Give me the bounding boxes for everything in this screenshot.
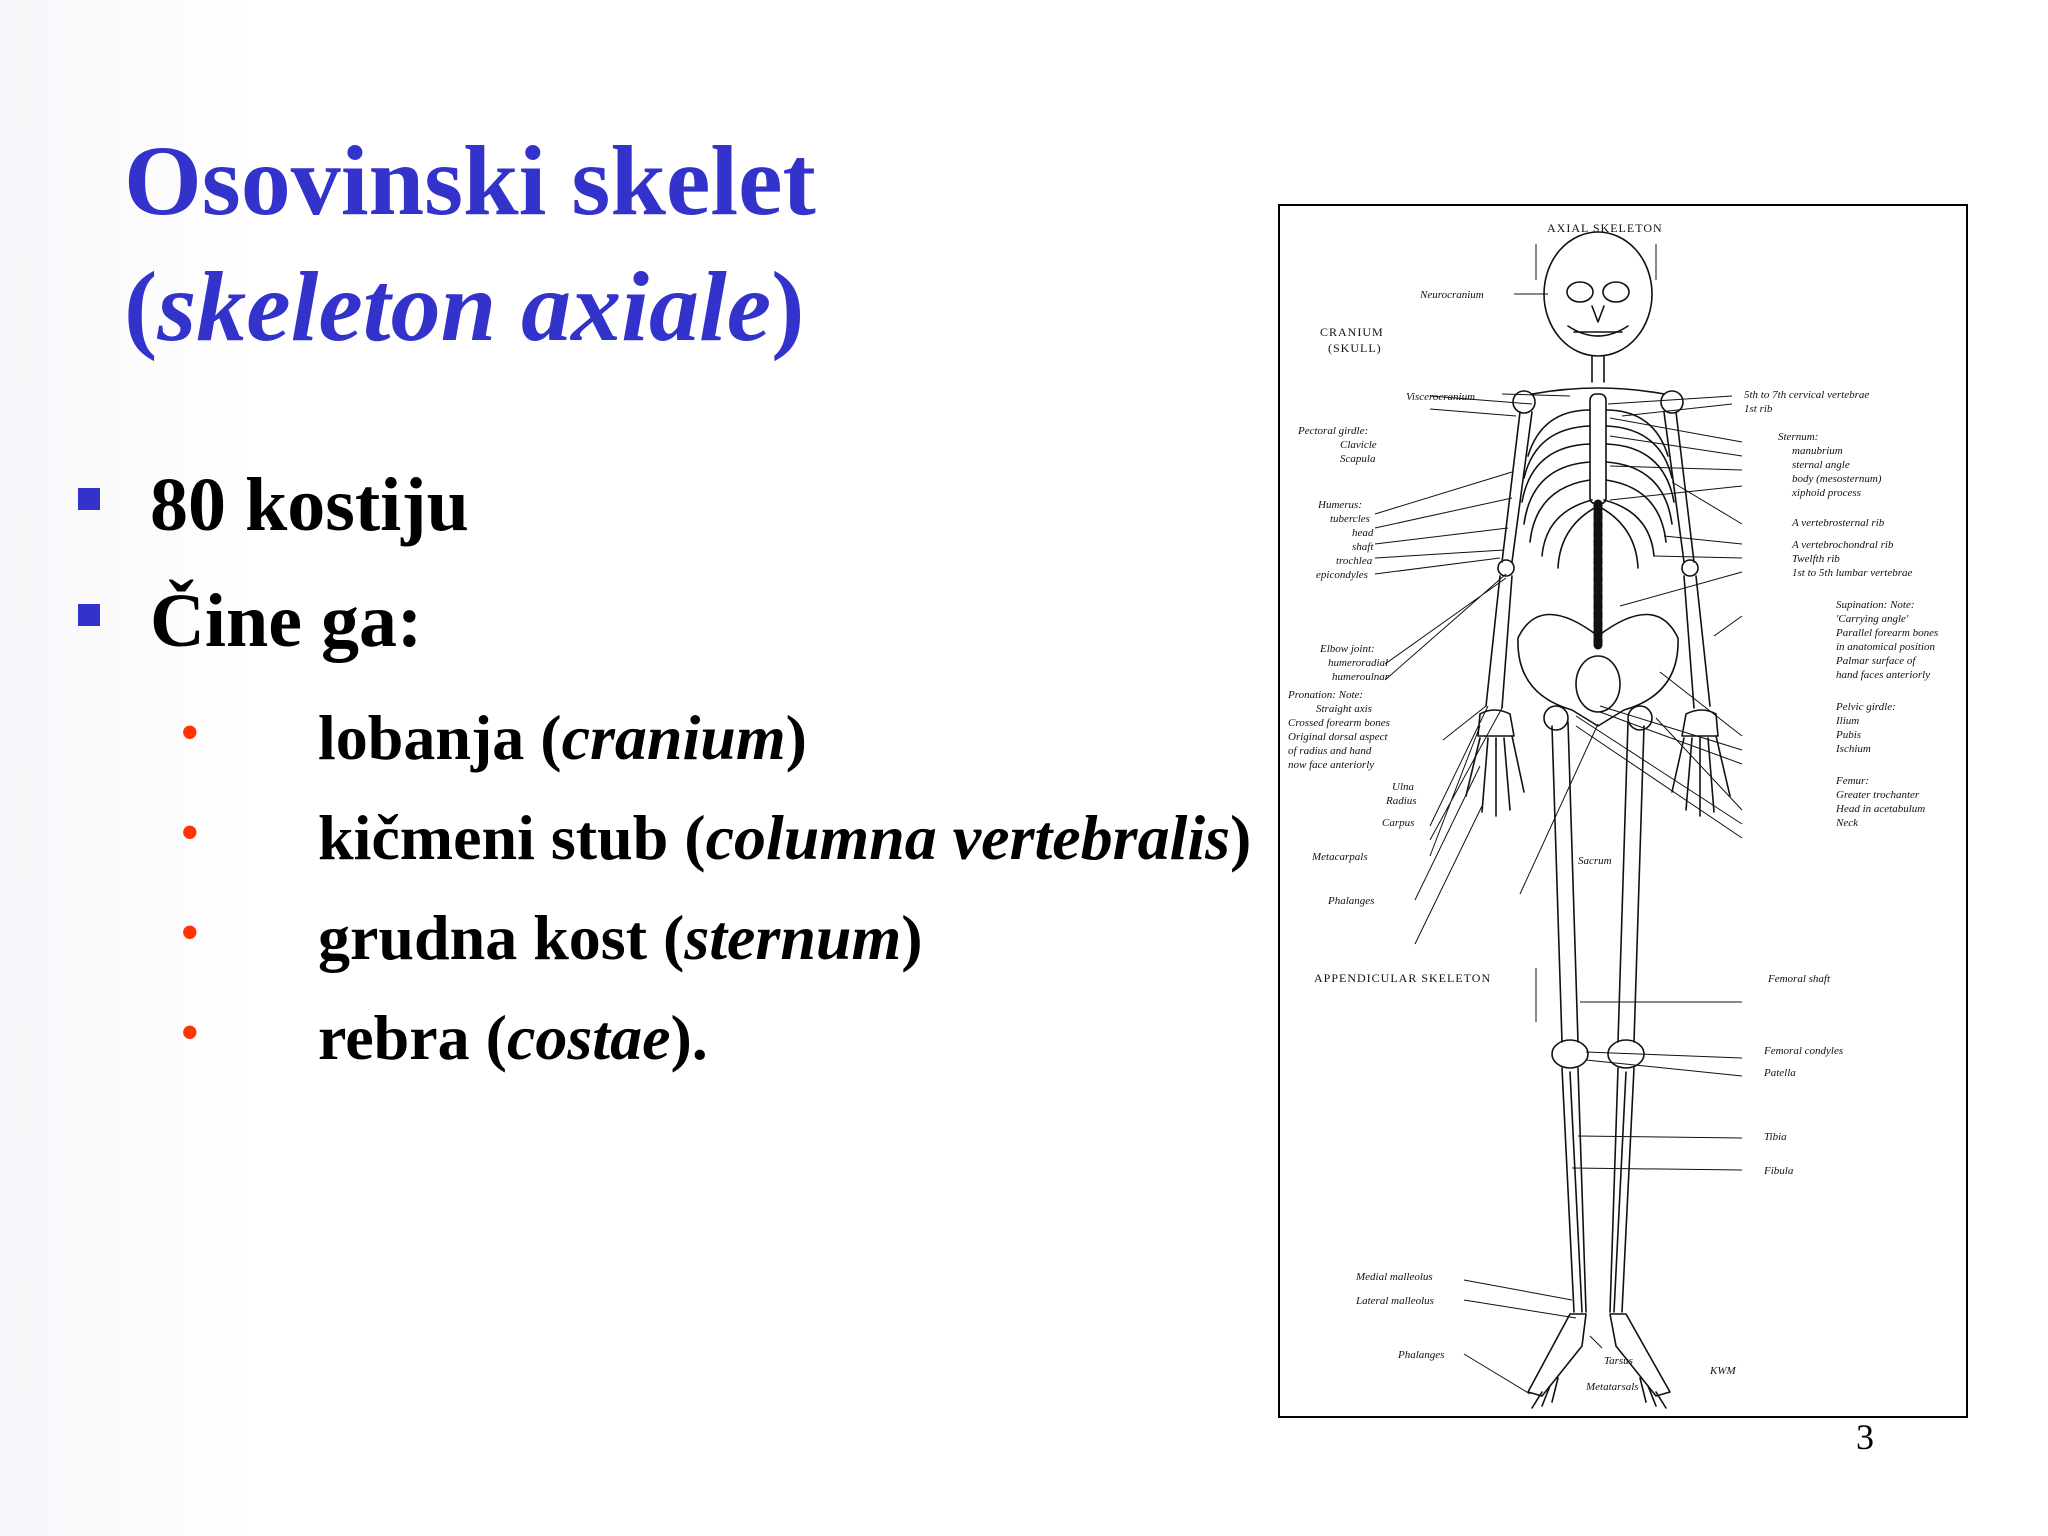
dot-bullet-icon: •: [180, 902, 200, 964]
carpus-left: [1478, 710, 1514, 736]
label-femoral-shaft: Femoral shaft: [1768, 973, 1831, 985]
forearm-right: [1684, 576, 1710, 708]
square-bullet-icon: [78, 604, 100, 626]
label-phalanges-foot: Phalanges: [1398, 1349, 1445, 1361]
orbit-left: [1567, 282, 1593, 302]
label-humerus: Humerus:: [1318, 499, 1362, 511]
rib: [1522, 444, 1674, 502]
label-now-face: now face anteriorly: [1288, 759, 1375, 771]
dot-bullet-icon: •: [180, 702, 200, 764]
label-manubrium: manubrium: [1792, 445, 1843, 457]
tibia-fibula-left: [1562, 1068, 1586, 1312]
rib: [1528, 410, 1668, 456]
sub-bullet-plain: lobanja (: [318, 702, 562, 773]
title-latin-term: skeleton axiale: [157, 251, 772, 362]
label-straight-axis: Straight axis: [1316, 703, 1372, 715]
forearm-left: [1486, 576, 1512, 708]
label-ilium: Ilium: [1836, 715, 1860, 727]
jaw: [1568, 326, 1628, 336]
nasal-cavity: [1592, 306, 1604, 322]
label-parallel-forearm: Parallel forearm bones: [1836, 627, 1939, 639]
label-appendicular: APPENDICULAR SKELETON: [1314, 971, 1492, 985]
label-sternal-angle: sternal angle: [1792, 459, 1850, 471]
label-twelfth-rib: Twelfth rib: [1792, 553, 1840, 565]
label-ischium: Ischium: [1836, 743, 1871, 755]
axial-arrows: [1536, 244, 1656, 280]
label-skull: (SKULL): [1328, 341, 1382, 355]
label-clavicle: Clavicle: [1340, 439, 1377, 451]
slide-title: [124, 118, 816, 370]
label-axial-skeleton: AXIAL SKELETON: [1547, 221, 1663, 235]
label-body-mesosternum: body (mesosternum): [1792, 473, 1882, 485]
label-palmar-surface: Palmar surface of: [1836, 655, 1916, 667]
label-carpus: Carpus: [1382, 817, 1415, 829]
label-supination-note: Supination: Note:: [1836, 599, 1915, 611]
dot-bullet-icon: •: [180, 1002, 200, 1064]
label-femoral-condyles: Femoral condyles: [1764, 1045, 1844, 1057]
label-greater-trochanter: Greater trochanter: [1836, 789, 1920, 801]
sub-bullet-plain: grudna kost (: [318, 902, 685, 973]
label-shaft: shaft: [1352, 541, 1374, 553]
label-ulna: Ulna: [1392, 781, 1414, 793]
label-femur: Femur:: [1836, 775, 1869, 787]
label-crossed-forearm: Crossed forearm bones: [1288, 717, 1390, 729]
sub-bullet-latin: costae: [506, 1002, 671, 1073]
label-patella: Patella: [1764, 1067, 1796, 1079]
label-pelvic-girdle: Pelvic girdle:: [1836, 701, 1896, 713]
rib: [1524, 426, 1672, 478]
label-metacarpals: Metacarpals: [1312, 851, 1368, 863]
humerus-right: [1664, 412, 1694, 562]
label-lateral-malleolus: Lateral malleolus: [1356, 1295, 1434, 1307]
label-first-rib: 1st rib: [1744, 403, 1773, 415]
sub-bullet-latin: columna vertebralis: [705, 802, 1231, 873]
label-carrying-angle: 'Carrying angle': [1836, 613, 1909, 625]
elbow-left: [1498, 560, 1514, 576]
femur-head-left: [1544, 706, 1568, 730]
label-scapula: Scapula: [1340, 453, 1376, 465]
sub-bullet-plain: ): [901, 902, 923, 973]
sub-bullet-plain: kičmeni stub (: [318, 802, 706, 873]
label-head-in-acetabulum: Head in acetabulum: [1836, 803, 1926, 815]
sub-bullet-text: [318, 698, 807, 778]
label-xiphoid: xiphoid process: [1792, 487, 1861, 499]
label-tubercles: tubercles: [1330, 513, 1370, 525]
label-pubis: Pubis: [1836, 729, 1862, 741]
pelvic-inlet: [1576, 656, 1620, 712]
carpus-right: [1682, 710, 1718, 736]
sub-bullet-text: [318, 798, 1251, 878]
label-cervical: 5th to 7th cervical vertebrae: [1744, 389, 1870, 401]
square-bullet-icon: [78, 488, 100, 510]
label-sternum: Sternum:: [1778, 431, 1819, 443]
label-cranium: CRANIUM: [1320, 325, 1384, 339]
label-trochlea: trochlea: [1336, 555, 1373, 567]
label-pectoral-girdle: Pectoral girdle:: [1298, 425, 1369, 437]
title-paren-close: ): [771, 251, 805, 362]
page-number: 3: [1856, 1417, 1874, 1457]
label-vertebrosternal-rib: A vertebrosternal rib: [1792, 517, 1885, 529]
sub-bullet-text: [318, 998, 708, 1078]
fingers-right: [1672, 736, 1730, 816]
label-original-dorsal: Original dorsal aspect: [1288, 731, 1388, 743]
label-elbow-joint: Elbow joint:: [1320, 643, 1375, 655]
label-neurocranium: Neurocranium: [1420, 289, 1484, 301]
label-of-radius: of radius and hand: [1288, 745, 1372, 757]
label-sacrum: Sacrum: [1578, 855, 1612, 867]
label-humeroulnar: humeroulnar: [1332, 671, 1390, 683]
label-head: head: [1352, 527, 1374, 539]
elbow-right: [1682, 560, 1698, 576]
label-neck: Neck: [1836, 817, 1858, 829]
label-pronation-note: Pronation: Note:: [1288, 689, 1364, 701]
label-phalanges-hand: Phalanges: [1328, 895, 1375, 907]
label-lumbar: 1st to 5th lumbar vertebrae: [1792, 567, 1913, 579]
bullet-text: Čine ga:: [150, 579, 423, 663]
sub-bullet-plain: ): [1230, 802, 1252, 873]
bullet-text: 80 kostiju: [150, 463, 469, 547]
sub-bullet-plain: ).: [670, 1002, 708, 1073]
sub-bullet-plain: ): [785, 702, 807, 773]
title-paren-open: (: [124, 251, 158, 362]
label-anatomical-position: in anatomical position: [1836, 641, 1935, 653]
sub-bullet-latin: cranium: [561, 702, 786, 773]
clavicles: [1532, 388, 1664, 394]
label-epicondyles: epicondyles: [1316, 569, 1368, 581]
humerus-left: [1502, 412, 1532, 562]
cervical-spine: [1592, 356, 1604, 382]
label-metatarsals: Metatarsals: [1586, 1381, 1639, 1393]
femur-left: [1552, 722, 1578, 1042]
label-viscerocranium: Viscerocranium: [1406, 391, 1476, 403]
sub-bullet-latin: sternum: [684, 902, 902, 973]
label-vertebrochondral-rib: A vertebrochondral rib: [1792, 539, 1894, 551]
artist-signature: KWM: [1710, 1365, 1736, 1377]
sternum-shape: [1590, 394, 1606, 504]
label-fibula: Fibula: [1764, 1165, 1794, 1177]
label-radius: Radius: [1386, 795, 1417, 807]
title-line-1: Osovinski skelet: [124, 125, 816, 236]
dot-bullet-icon: •: [180, 802, 200, 864]
skeleton-figure: [1278, 204, 1968, 1418]
knee-left: [1552, 1040, 1588, 1068]
sub-bullet-plain: rebra (: [318, 1002, 507, 1073]
title-line-2: [124, 244, 816, 370]
orbit-right: [1603, 282, 1629, 302]
label-tibia: Tibia: [1764, 1131, 1787, 1143]
label-tarsus: Tarsus: [1604, 1355, 1633, 1367]
label-medial-malleolus: Medial malleolus: [1356, 1271, 1433, 1283]
label-humeroradial: humeroradial: [1328, 657, 1389, 669]
label-hand-faces: hand faces anteriorly: [1836, 669, 1931, 681]
sub-bullet-text: [318, 898, 923, 978]
tibia-fibula-right: [1610, 1068, 1634, 1312]
skeleton-diagram: [1280, 206, 1966, 1416]
skull-shape: [1544, 232, 1652, 356]
femur-right: [1618, 722, 1644, 1042]
